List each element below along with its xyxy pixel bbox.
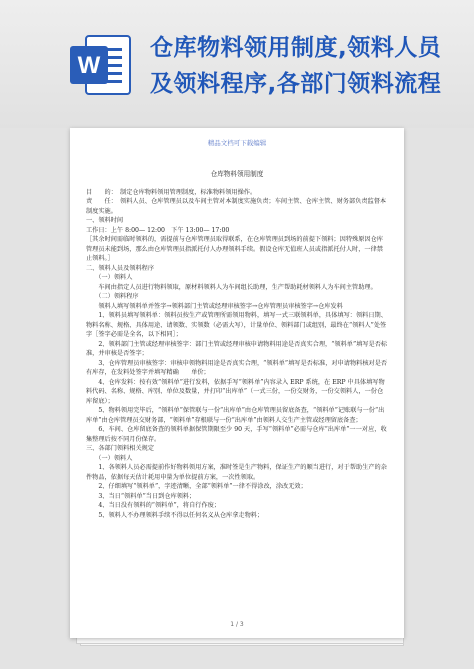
word-document-icon: [68, 32, 134, 98]
document-header-banner: [0, 0, 474, 128]
document-paragraph: 车间由指定人员进行物料领取，原材料领料人为车间组长助理，生产帮助耗材领料人为车间主管助理。: [86, 283, 377, 291]
document-paragraph: 5、领料人不办理领料手续不得以任何名义从仓库拿走物料；: [86, 511, 264, 519]
title-line-1: 仓库物料领用制度,领料人员: [150, 35, 442, 61]
paragraph-list: [86, 188, 388, 521]
document-paragraph: 4、当日没有领料的“领料单”，将自行作废；: [86, 502, 221, 509]
document-paragraph: ［其余时间需临时领料的，需提前与仓库管理员取得联系，在仓库管理员到场的前提下领料；因特殊原因仓库管理员未能到场，那么由仓库管理员指派托付人办理领料手续。假设仓库无值班人员或指派托付人时，一律禁止领料。］: [86, 236, 383, 262]
document-paragraph: 5、物料领用完毕后，“领料单”保管联与一份“出库单”由仓库管理员留底备查，“领料单”记账联与一份“出库单”由仓库管理员交财务部，“领料单”存根联与一份“出库单”由领料人交生产主管或经理留底备查；: [86, 407, 385, 424]
document-paragraph: 2、领料部门主管或经理审核签字：部门主管或经理审核申请物料用途是否真实合理，“领料单”填写是否标准，并审核是否签字；: [86, 340, 388, 357]
document-paragraph: 1、领料员填写领料单：领料员按生产或管理所需领用物料，填写一式三联领料单，具体填写：领料日期、物料名称、规格、具体用途、请领数、实领数（必需大写），计量单位、领料部门或组别，最终在“领料人”处签字［签字必需是全名，以下相同］；: [86, 312, 387, 338]
document-paragraph: 1、各领料人员必需提前作好物料领用方案，准时签是生产物料，保证生产的顺当进行，对于帮助生产的杂件物品，依据每天估计耗用申量为单位提前方案，一次性领取。: [86, 464, 387, 481]
page-number: 1 / 3: [230, 621, 244, 628]
document-page: [70, 128, 404, 638]
document-paragraph: 责 任： 领料人员、仓库管理员以及车间主管对本制度实施负责；车间主管、仓库主管、财务部负责监督本制度实施。: [86, 198, 387, 215]
document-paragraph: 3、当日“领料单”当日到仓库领料；: [86, 492, 196, 500]
document-paragraph: 三、各部门领料相关规定: [86, 445, 155, 452]
document-paragraph: （一）领料人: [86, 454, 133, 462]
document-paragraph: 领料人填写领料单并签字→领料部门主管或经理审核签字→仓库管理员审核签字→仓库发料: [86, 302, 343, 310]
document-title-banner: [150, 30, 470, 102]
page-header-link[interactable]: 精品文档可下载编辑: [207, 139, 267, 147]
document-paragraph: 工作日：上午 8:00— 12:00 下午 13:00— 17:00: [86, 226, 230, 234]
document-paragraph: 6、车间、仓库留底备查的领料单据保管期限至少 90 天，手写“领料单”必需与仓库“出库单”一一对应，收集整理后按不同月份保存。: [86, 426, 387, 443]
document-paragraph: （二）领料程序: [86, 293, 139, 300]
document-paragraph: （一）领料人: [86, 274, 133, 281]
document-paragraph: 3、仓库管理员审核签字：审核申领物料用途是否真实合理，“领料单”填写是否标准，对申请物料核对是否有库存，在发料处签字并填写精确 单价；: [86, 359, 388, 376]
word-icon-letter: W: [77, 52, 101, 79]
document-paragraph: 4、仓库发料：按有效“领料单”进行发料，依据手写“领料单”内容录入 ERP 系统，在 ERP 中具体填写物料代码、名称、规格、库别、单位及数量，并打印“出库单”（一式三份，一份交财务，一份交领料人，一份仓库留底）；: [86, 378, 385, 405]
document-heading: 仓库物料领用制度: [210, 170, 264, 178]
document-paragraph: 二、领料人员及领料程序: [86, 264, 155, 272]
document-paragraph: 一、领料时间: [86, 217, 124, 224]
document-paragraph: 目 的： 制定仓库物料领用管理制度，标准物料领用操作。: [86, 188, 257, 196]
document-body: [86, 170, 388, 520]
document-paragraph: 2、仔细填写“领料单”，字迹清晰，全部“领料单”一律不得涂改，涂改无效；: [86, 483, 307, 490]
title-line-2: 及领料程序,各部门领料流程: [150, 71, 442, 97]
